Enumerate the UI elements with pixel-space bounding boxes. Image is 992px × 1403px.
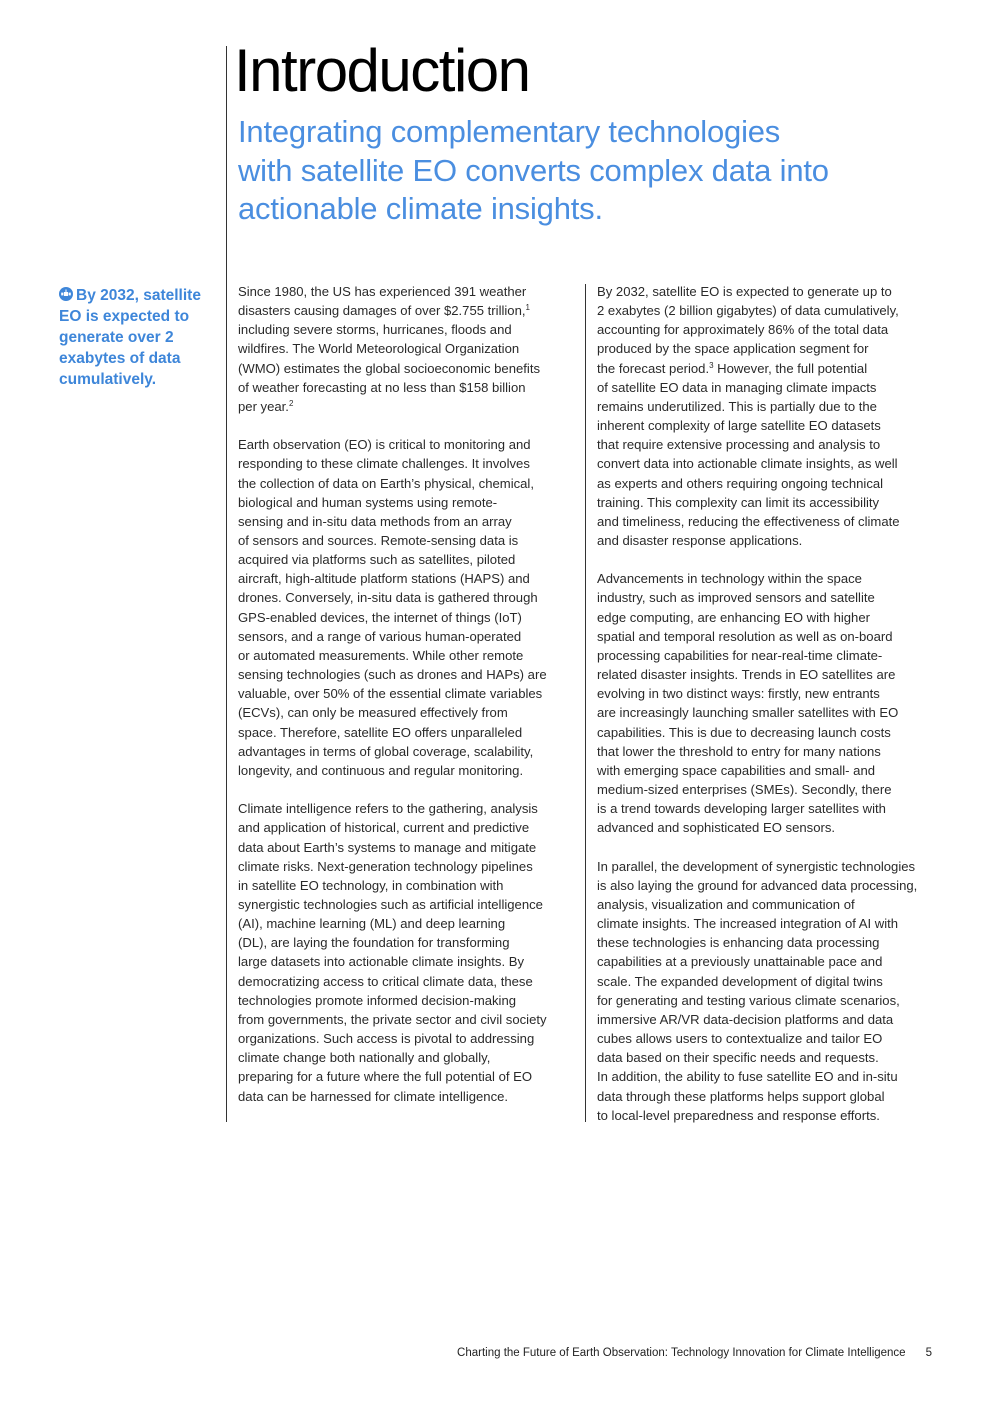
paragraph-text: By 2032, satellite EO is expected to generate up to 2 exabytes (2 billion gigabytes) of data cumulatively, accounting for approximately 86% of the total data produced by the space application segment for the forecast period.: [597, 284, 899, 376]
body-column-left: [238, 282, 576, 1125]
callout-line: generate over 2: [59, 329, 174, 346]
page-number: 5: [925, 1347, 932, 1359]
paragraph-us-weather-disasters: [238, 282, 576, 416]
paragraph-data-fusion: In addition, the ability to fuse satellite EO and in-situ data through these platforms helps support global to local-level preparedness and response efforts.: [597, 1069, 898, 1123]
callout-line: By 2032, satellite: [76, 287, 201, 304]
footer-report-subtitle: Technology Innovation for Climate Intelligence: [667, 1347, 906, 1359]
subtitle-line: actionable climate insights.: [238, 191, 603, 226]
footnote-ref-1[interactable]: 1: [525, 303, 530, 313]
subtitle-line: with satellite EO converts complex data into: [238, 152, 829, 188]
footer-report-title: Charting the Future of Earth Observation:: [457, 1347, 668, 1359]
page-subtitle: [238, 113, 918, 229]
paragraph-earth-observation: Earth observation (EO) is critical to monitoring and responding to these climate challenges. It involves the collection of data on Earth’s physical, chemical, biological and human systems using remote- sensing and in-situ data methods from an array of sensors and sources. Remote-sensing data is acquired via platforms such as satellites, piloted aircraft, high-altitude platform stations (HAPS) and drones. Conversely, in-situ data is gathered through GPS-enabled devices, the internet of things (IoT) sensors, and a range of various human-operated or automated measurements. While other remote sensing technologies (such as drones and HAPs) are valuable, over 50% of the essential climate variables (ECVs), can only be measured effectively from space. Therefore, satellite EO offers unparalleled advantages in terms of global coverage, scalability, longevity, and continuous and regular monitoring.: [238, 437, 547, 778]
satellite-icon: [59, 287, 73, 301]
callout-line: cumulatively.: [59, 371, 157, 388]
paragraph-advancements: Advancements in technology within the space industry, such as improved sensors and satellite edge computing, are enhancing EO with higher spatial and temporal resolution as well as on-board processing capabilities for near-real-time climate- related disaster insights. Trends in EO satellites are evolving in two distinct ways: firstly, new entrants are increasingly launching smaller satellites with EO capabilities. This is due to decreasing launch costs that lower the threshold to entry for many nations with emerging space capabilities and small- and medium-sized enterprises (SMEs). Secondly, there is a trend towards developing larger satellites with advanced and sophisticated EO sensors.: [597, 571, 899, 836]
footnote-ref-2[interactable]: 2: [288, 398, 294, 408]
page-title: Introduction: [234, 37, 530, 104]
page-footer: [457, 1347, 932, 1359]
callout-line: exabytes of data: [59, 350, 181, 367]
paragraph-exabytes: [597, 282, 935, 550]
paragraph-text: However, the full potential of satellite EO data in managing climate impacts remains underutilized. This is partially due to the inherent complexity of large satellite EO datasets that require extensive processing and analysis to convert data into actionable climate insights, as well as experts and others requiring ongoing technical training. This complexity can limit its accessibility and timeliness, reducing the effectiveness of climate and disaster response applications.: [597, 360, 900, 549]
callout-line: EO is expected to: [59, 308, 190, 325]
pull-quote-callout: [59, 285, 219, 390]
body-column-right: [597, 282, 935, 1144]
paragraph-synergistic-technologies: In parallel, the development of synergistic technologies is also laying the ground for advanced data processing, analysis, visualization and communication of climate insights. The increased integration of AI with these technologies is enhancing data processing capabilities at a previously unattainable pace and scale. The expanded development of digital twins for generating and testing various climate scenarios, immersive AR/VR data-decision platforms and data cubes allows users to contextualize and tailor EO data based on their specific needs and requests.: [597, 858, 918, 1066]
paragraph-text: Since 1980, the US has experienced 391 weather disasters causing damages of over $2.755 trillion,: [238, 284, 527, 319]
footnote-ref-3[interactable]: 3: [709, 360, 714, 370]
paragraph-text: including severe storms, hurricanes, floods and wildfires. The World Meteorological Organization (WMO) estimates the global socioeconomic benefits of weather forecasting at no less than $158 billion per year.: [238, 322, 541, 414]
subtitle-line: Integrating complementary technologies: [238, 114, 781, 149]
left-vertical-rule: [226, 46, 227, 1122]
column-divider-rule: [585, 284, 586, 1122]
paragraph-climate-intelligence: Climate intelligence refers to the gathering, analysis and application of historical, current and predictive data about Earth’s systems to manage and mitigate climate risks. Next-generation technology pipelines in satellite EO technology, in combination with synergistic technologies such as artificial intelligence (AI), machine learning (ML) and deep learning (DL), are laying the foundation for transforming large datasets into actionable climate insights. By democratizing access to critical climate data, these technologies promote informed decision-making from governments, the private sector and civil society organizations. Such access is pivotal to addressing climate change both nationally and globally, preparing for a future where the full potential of EO data can be harnessed for climate intelligence.: [238, 801, 547, 1104]
